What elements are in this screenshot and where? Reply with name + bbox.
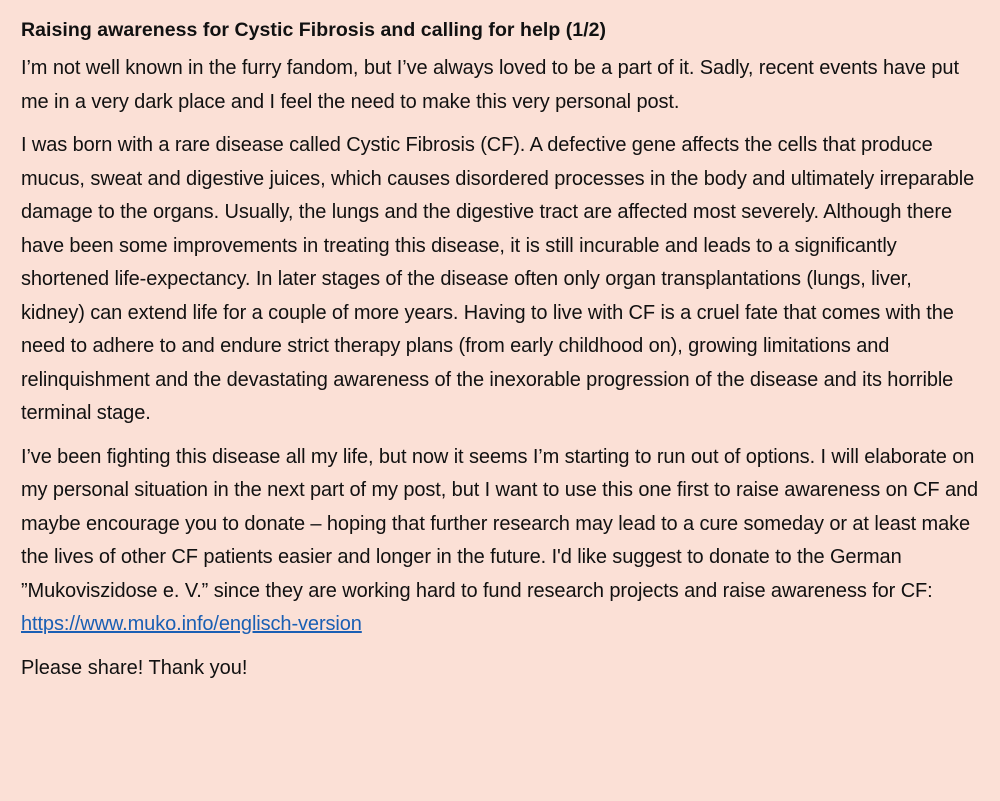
donation-link[interactable]: https://www.muko.info/englisch-version [21,613,362,635]
post-title: Raising awareness for Cystic Fibrosis and calling for help (1/2) [21,19,607,41]
paragraph-disease-description: I was born with a rare disease called Cystic Fibrosis (CF). A defective gene affects the cells that produce mucus, sweat and digestive juices, which causes disordered processes in the body and ultimately irreparable damage to the organs. Usually, the lungs and the digestive tract are affected most severely. Although there have been some improvements in treating this disease, it is still incurable and leads to a significantly shortened life-expectancy. In later stages of the disease often only organ transplantations (lungs, liver, kidney) can extend life for a couple of more years. Having to live with CF is a cruel fate that comes with the need to adhere to and endure strict therapy plans (from early childhood on), growing limitations and relinquishment and the devastating awareness of the inexorable progression of the disease and its horrible terminal stage. [21,134,975,424]
paragraph-intro: I’m not well known in the furry fandom, but I’ve always loved to be a part of it. Sadly, recent events have put me in a very dark place and I feel the need to make this very personal post. [21,57,959,113]
paragraph-donation-appeal [21,441,980,642]
closing-line: Please share! Thank you! [21,656,248,679]
paragraph-donation-text: I’ve been fighting this disease all my life, but now it seems I’m starting to run out of options. I will elaborate on my personal situation in the next part of my post, but I want to use this one first to raise awareness on CF and maybe encourage you to donate – hoping that further research may lead to a cure someday or at least make the lives of other CF patients easier and longer in the future. I'd like suggest to donate to the German ”Mukoviszidose e. V.” since they are working hard to fund research projects and raise awareness for CF: [21,445,979,602]
